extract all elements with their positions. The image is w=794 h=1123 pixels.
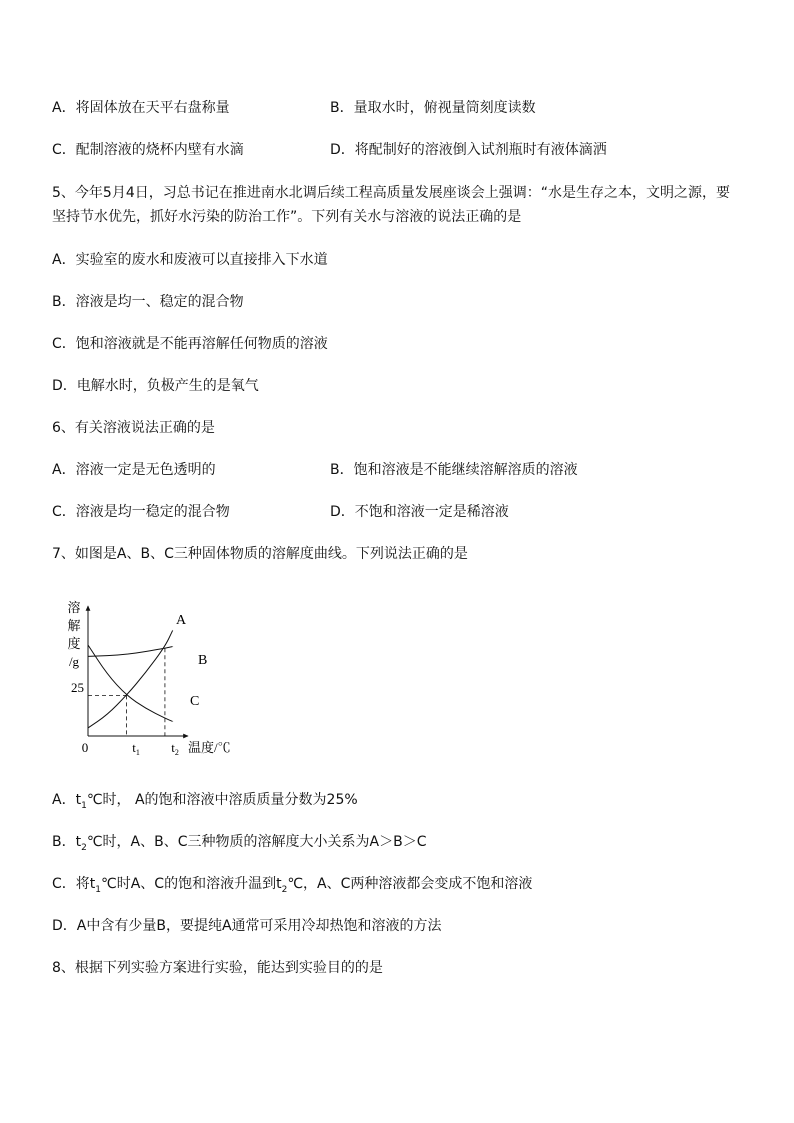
q7-option-b: B．$t_2℃$时，A、B、C三种物质的溶解度大小关系为A＞B＞C — [52, 834, 427, 853]
y-label-3: 度 — [67, 636, 81, 651]
q4-option-a: A．将固体放在天平右盘称量 — [52, 100, 230, 116]
q5-option-c: C．饱和溶液就是不能再溶解任何物质的溶液 — [52, 336, 328, 352]
q8-stem: 8、根据下列实验方案进行实验，能达到实验目的的是 — [52, 960, 383, 976]
series-label-a: A — [176, 613, 187, 628]
q6-option-d: D．不饱和溶液一定是稀溶液 — [330, 504, 509, 520]
solubility-chart — [52, 592, 252, 762]
x-tick-t2: $t_2$ — [171, 740, 179, 757]
q7-option-c: C．将$t_1℃$时A、C的饱和溶液升温到$t_2℃$，A、C两种溶液都会变成不饱和溶液 — [52, 876, 533, 895]
x-label: 温度/℃ — [188, 740, 231, 755]
q4-option-d: D．将配制好的溶液倒入试剂瓶时有液体滴洒 — [330, 142, 607, 158]
q4-option-b: B．量取水时，俯视量筒刻度读数 — [330, 100, 536, 116]
y-tick-25: 25 — [71, 680, 84, 695]
q4-option-c: C．配制溶液的烧杯内壁有水滴 — [52, 142, 244, 158]
q6-stem: 6、有关溶液说法正确的是 — [52, 420, 215, 436]
q5-stem: 5、今年5月4日，习总书记在推进南水北调后续工程高质量发展座谈会上强调：“水是生存之本，文明之源，要坚持节水优先，抓好水污染的防治工作”。下列有关水与溶液的说法正确的是 — [52, 185, 730, 225]
origin-label: 0 — [81, 740, 89, 755]
series-label-b: B — [198, 653, 208, 668]
series-curves — [88, 630, 173, 728]
y-label-4: /g — [68, 654, 80, 669]
q6-option-b: B．饱和溶液是不能继续溶解溶质的溶液 — [330, 462, 578, 478]
y-label-1: 溶 — [67, 600, 81, 615]
q5-option-a: A．实验室的废水和废液可以直接排入下水道 — [52, 252, 328, 268]
x-tick-t1: $t_1$ — [132, 740, 140, 757]
curve-c — [88, 645, 173, 721]
q7-stem: 7、如图是A、B、C三种固体物质的溶解度曲线。下列说法正确的是 — [52, 546, 468, 562]
y-label-2: 解 — [67, 618, 81, 633]
q5-option-b: B．溶液是均一、稳定的混合物 — [52, 294, 244, 310]
q7-option-a: A．$t_1℃$时， A的饱和溶液中溶质质量分数为25% — [52, 792, 358, 811]
q5-option-d: D．电解水时，负极产生的是氧气 — [52, 378, 259, 394]
series-label-c: C — [190, 694, 200, 709]
q6-option-a: A．溶液一定是无色透明的 — [52, 462, 216, 478]
q6-option-c: C．溶液是均一稳定的混合物 — [52, 504, 230, 520]
q7-option-d: D．A中含有少量B，要提纯A通常可采用冷却热饱和溶液的方法 — [52, 918, 442, 934]
curve-a — [88, 630, 173, 728]
curve-b — [88, 647, 173, 657]
